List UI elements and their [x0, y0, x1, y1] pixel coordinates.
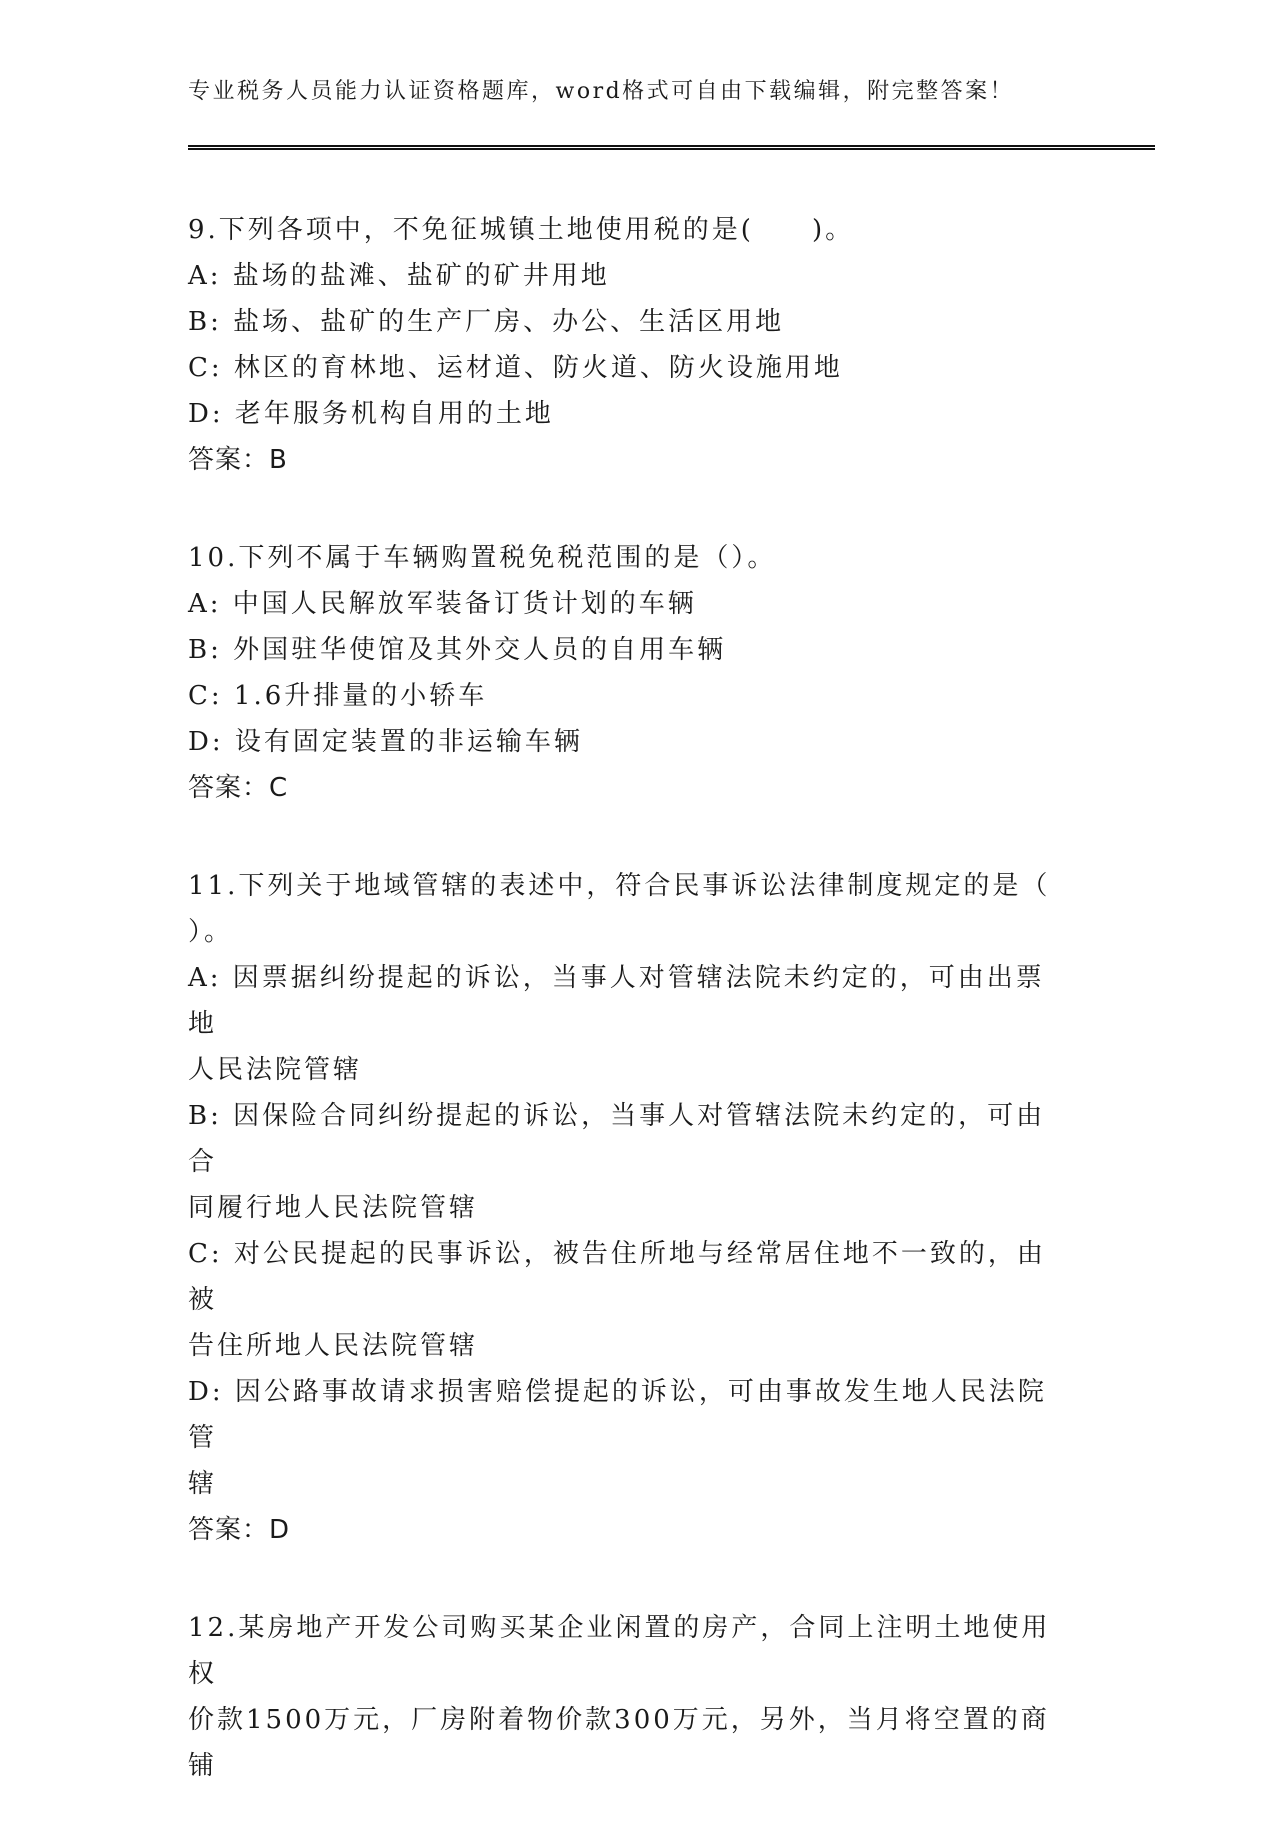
option-line: D: 老年服务机构自用的土地: [188, 399, 554, 429]
answer-line: 答案：B: [188, 445, 288, 475]
option-line: 人民法院管辖: [188, 1055, 363, 1085]
question-stem-line: 10.下列不属于车辆购置税免税范围的是（）。: [188, 543, 777, 573]
option-line: B: 盐场、盐矿的生产厂房、办公、生活区用地: [188, 307, 785, 337]
question-stem-line: 价款1500万元，厂房附着物价款300万元，另外，当月将空置的商铺: [188, 1705, 1050, 1781]
question-block: [188, 1605, 1068, 1789]
question-block: [188, 207, 1068, 483]
question-block: [188, 863, 1068, 1553]
option-line: 告住所地人民法院管辖: [188, 1331, 479, 1361]
question-stem-line: 9.下列各项中，不免征城镇土地使用税的是( )。: [188, 215, 855, 245]
option-line: 同履行地人民法院管辖: [188, 1193, 479, 1223]
question-stem-line: ）。: [188, 917, 234, 947]
option-line: C: 对公民提起的民事诉讼，被告住所地与经常居住地不一致的，由被: [188, 1239, 1046, 1315]
option-line: B: 外国驻华使馆及其外交人员的自用车辆: [188, 635, 727, 665]
option-line: C: 1.6升排量的小轿车: [188, 681, 488, 711]
answer-line: 答案：C: [188, 773, 289, 803]
answer-line: 答案：D: [188, 1515, 291, 1545]
option-line: D: 因公路事故请求损害赔偿提起的诉讼，可由事故发生地人民法院管: [188, 1377, 1047, 1453]
header-divider: [188, 145, 1155, 150]
question-list: [188, 207, 1068, 1841]
option-line: B: 因保险合同纠纷提起的诉讼，当事人对管辖法院未约定的，可由合: [188, 1101, 1046, 1177]
option-line: A: 中国人民解放军装备订货计划的车辆: [188, 589, 697, 619]
question-stem-line: 11.下列关于地域管辖的表述中，符合民事诉讼法律制度规定的是（: [188, 871, 1051, 901]
question-block: [188, 535, 1068, 811]
option-line: D: 设有固定装置的非运输车辆: [188, 727, 583, 757]
option-line: A: 因票据纠纷提起的诉讼，当事人对管辖法院未约定的，可由出票地: [188, 963, 1045, 1039]
page-header: 专业税务人员能力认证资格题库，word格式可自由下载编辑，附完整答案！: [188, 79, 1015, 104]
option-line: 辖: [188, 1469, 218, 1499]
option-line: A: 盐场的盐滩、盐矿的矿井用地: [188, 261, 610, 291]
question-stem-line: 12.某房地产开发公司购买某企业闲置的房产，合同上注明土地使用权: [188, 1613, 1051, 1689]
option-line: C: 林区的育林地、运材道、防火道、防火设施用地: [188, 353, 843, 383]
